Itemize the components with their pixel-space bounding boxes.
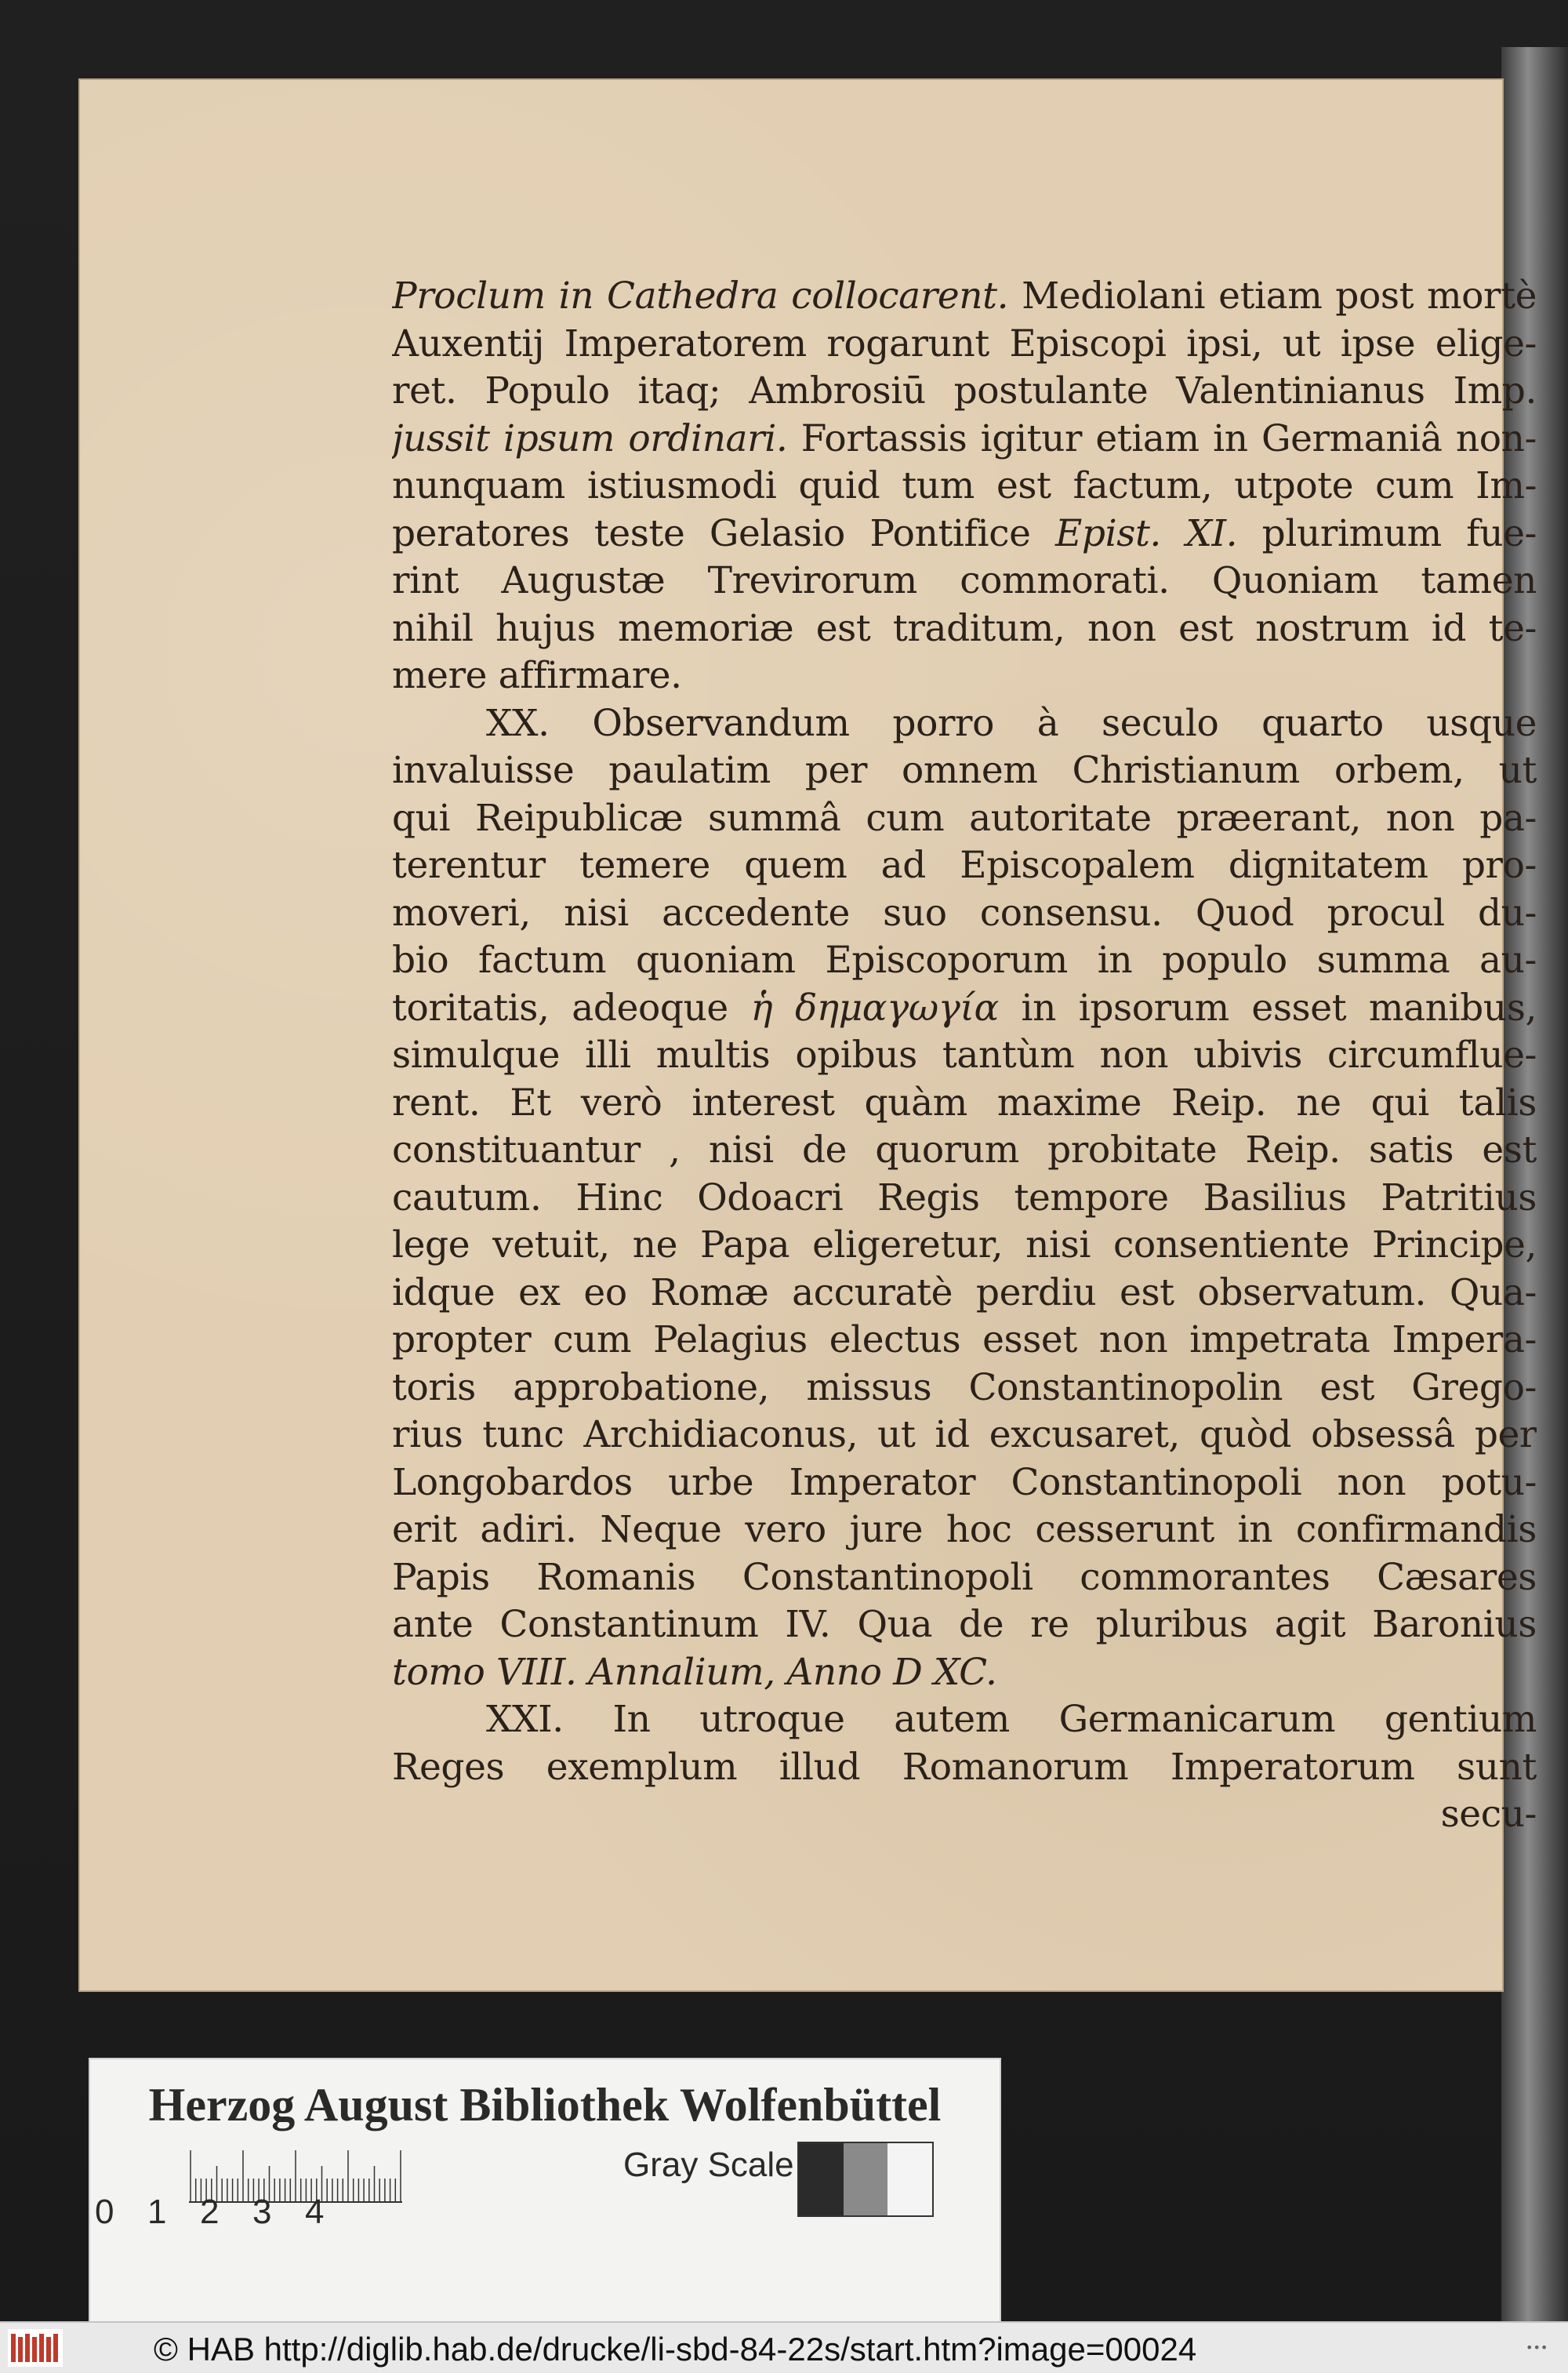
text-line [392, 511, 1537, 558]
text-segment: jussit ipsum ordinari. [392, 416, 788, 460]
ruler-label-1: 1 [147, 2193, 167, 2231]
text-line [392, 842, 1537, 890]
text-line [392, 700, 1537, 748]
gray-scale-swatches [797, 2142, 934, 2217]
text-line [392, 1317, 1537, 1365]
text-line [392, 1175, 1537, 1223]
text-segment: invaluisse paulatim per omnem Christianum orbem, ut [392, 749, 1537, 792]
text-line [392, 463, 1537, 511]
gray-scale-label: Gray Scale [623, 2146, 794, 2184]
page-text [392, 273, 1537, 1839]
text-line [392, 652, 1537, 700]
text-segment: Reges exemplum illud Romanorum Imperatorum sunt [392, 1745, 1537, 1789]
text-line [392, 1032, 1537, 1080]
text-segment: ante Constantinum IV. Qua de re pluribus agit Baronius [392, 1603, 1537, 1646]
text-segment: Epist. XI. [1055, 511, 1238, 555]
text-segment: Proclum in Cathedra collocarent. [392, 274, 1009, 318]
text-segment: Papis Romanis Constantinopoli commorantes Cæsares [392, 1555, 1537, 1599]
text-line [392, 890, 1537, 938]
text-line [392, 985, 1537, 1033]
more-icon[interactable]: ••• [1526, 2340, 1548, 2355]
text-segment: propter cum Pelagius electus esset non impetrata Impera- [392, 1318, 1537, 1361]
text-segment: tomo VIII. Annalium, Anno D XC. [392, 1650, 997, 1694]
text-line [392, 1080, 1537, 1128]
text-segment: rent. Et verò interest quàm maxime Reip. ne qui talis [392, 1081, 1537, 1125]
text-segment: moveri, nisi accedente suo consensu. Quod procul du- [392, 891, 1537, 935]
text-line [392, 1506, 1537, 1554]
text-segment: constituantur , nisi de quorum probitate Reip. satis est [392, 1128, 1537, 1172]
text-line [392, 1649, 1537, 1697]
text-line [392, 605, 1537, 653]
text-segment: Mediolani etiam post mortè [1008, 274, 1537, 318]
book-page [78, 78, 1537, 1992]
text-segment: lege vetuit, ne Papa eligeretur, nisi consentiente Principe, [392, 1223, 1537, 1266]
text-segment: erit adiri. Neque vero jure hoc cesserunt in confirmandis [392, 1508, 1537, 1551]
gray-swatch [887, 2143, 932, 2215]
text-line [392, 1601, 1537, 1649]
text-segment: bio factum quoniam Episcoporum in populo summa au- [392, 939, 1537, 982]
text-segment: terentur temere quem ad Episcopalem dignitatem pro- [392, 844, 1537, 887]
text-segment: plurimum fue- [1237, 511, 1537, 555]
text-line [392, 1222, 1537, 1270]
ruler-ticks [189, 2149, 416, 2204]
text-segment: cautum. Hinc Odoacri Regis tempore Basilius Patritius [392, 1176, 1537, 1219]
text-segment: rius tunc Archidiaconus, ut id excusaret, quòd obsessâ per [392, 1413, 1537, 1456]
text-segment: Fortassis igitur etiam in Germaniâ non- [787, 416, 1537, 460]
text-segment: peratores teste Gelasio Pontifice [392, 511, 1055, 555]
text-segment: toritatis, adeoque [392, 986, 751, 1030]
text-segment: secu- [1440, 1793, 1537, 1836]
text-segment: Longobardos urbe Imperator Constantinopoli non potu- [392, 1460, 1537, 1504]
text-segment: qui Reipublicæ summâ cum autoritate præerant, non pa- [392, 796, 1537, 840]
text-line [392, 795, 1537, 843]
text-line [392, 416, 1537, 463]
text-segment: toris approbatione, missus Constantinopolin est Grego- [392, 1365, 1537, 1409]
viewer-footer [0, 2321, 1568, 2373]
text-line [392, 368, 1537, 416]
text-segment: XX. Observandum porro à seculo quarto usque [486, 701, 1537, 745]
text-segment: Auxentij Imperatorem rogarunt Episcopi ipsi, ut ipse elige- [392, 322, 1537, 365]
text-segment: nihil hujus memoriæ est traditum, non est nostrum id te- [392, 606, 1537, 650]
ruler-label-3: 3 [252, 2193, 272, 2231]
ruler-label-4: 4 [305, 2193, 325, 2231]
text-line [392, 1696, 1537, 1744]
text-segment: simulque illi multis opibus tantùm non ubivis circumflue- [392, 1034, 1537, 1077]
library-name: Herzog August Bibliothek Wolfenbüttel [148, 2079, 942, 2131]
text-line [392, 937, 1537, 985]
hab-logo-icon [8, 2329, 63, 2367]
text-segment: idque ex eo Romæ accuratè perdiu est observatum. Qua- [392, 1270, 1537, 1314]
ruler-label-0: 0 [95, 2193, 114, 2231]
text-segment: in ipsorum esset manibus, [998, 986, 1537, 1030]
text-line [392, 1791, 1537, 1839]
text-segment: nunquam istiusmodi quid tum est factum, utpote cum Im- [392, 464, 1537, 507]
text-line [392, 1554, 1537, 1602]
text-line [392, 1270, 1537, 1317]
text-line [392, 1412, 1537, 1459]
text-line [392, 1365, 1537, 1412]
text-segment: XXI. In utroque autem Germanicarum gentium [486, 1698, 1537, 1741]
text-line [392, 1459, 1537, 1507]
ruler-label-2: 2 [200, 2193, 220, 2231]
text-line [392, 321, 1537, 369]
color-calibration-bar [89, 2058, 1001, 2331]
text-line [392, 1744, 1537, 1792]
text-line [392, 747, 1537, 795]
text-segment: rint Augustæ Trevirorum commorati. Quoniam tamen [392, 559, 1537, 602]
text-line [392, 558, 1537, 605]
text-segment: ἡ δημαγωγία [750, 986, 999, 1030]
text-line [392, 273, 1537, 321]
text-line [392, 1127, 1537, 1175]
gray-swatch [799, 2143, 844, 2215]
gray-swatch [844, 2143, 888, 2215]
text-segment: mere affirmare. [392, 654, 682, 697]
copyright-url[interactable]: © HAB http://diglib.hab.de/drucke/li-sbd-84-22s/start.htm?image=00024 [154, 2331, 1197, 2368]
text-segment: ret. Populo itaq; Ambrosiū postulante Valentinianus Imp. [392, 369, 1537, 412]
